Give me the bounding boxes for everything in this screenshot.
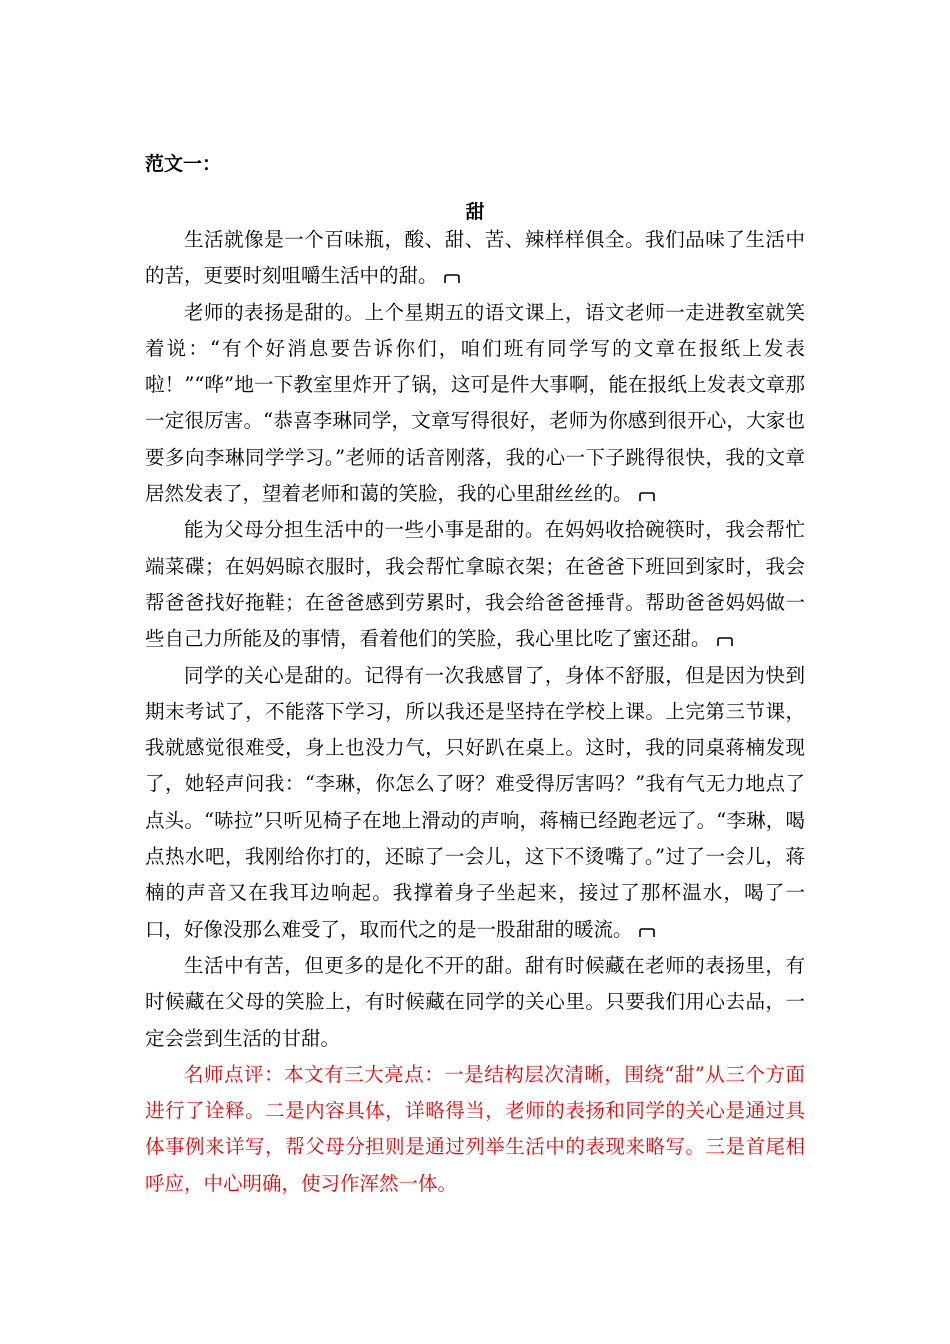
paragraph-text: 同学的关心是甜的。记得有一次我感冒了，身体不舒服，但是因为快到期末考试了，不能落下学习，所以我还是坚持在学校上课。上完第三节课，我就感觉很难受，身上也没力气，只好趴在桌上。这时，我的同桌蒋楠发现了，她轻声问我：“李琳，你怎么了呀？难受得厉害吗？”我有气无力地点了点头。“哧拉”只听见椅子在地上滑动的声响，蒋楠已经跑老远了。“李琳，喝点热水吧，我刚给你打的，还晾了一会儿，这下不烫嘴了。”过了一会儿，蒋楠的声音又在我耳边响起。我撑着身子坐起来，接过了那杯温水，喝了一口，好像没那么难受了，取而代之的是一股甜甜的暖流。 <box>145 663 805 941</box>
paragraph-teacher-praise <box>145 295 805 513</box>
paragraph-help-parents <box>145 512 805 657</box>
teacher-comment: 名师点评：本文有三大亮点：一是结构层次清晰，围绕“甜”从三个方面进行了诠释。二是内容具体，详略得当，老师的表扬和同学的关心是通过具体事例来详写，帮父母分担则是通过列举生活中的表现来略写。三是首尾相呼应，中心明确，使习作浑然一体。 <box>145 1062 805 1195</box>
paragraph-text: 老师的表扬是甜的。上个星期五的语文课上，语文老师一走进教室就笑着说：“有个好消息要告诉你们，咱们班有同学写的文章在报纸上发表啦！”“哗”地一下教室里炸开了锅，这可是件大事啊，能在报纸上发表文章那一定很厉害。“恭喜李琳同学，文章写得很好，老师为你感到很开心，大家也要多向李琳同学学习。”老师的话音刚落，我的心一下子跳得很快，我的文章居然发表了，望着老师和蔼的笑脸，我的心里甜丝丝的。 <box>145 300 805 506</box>
section-heading: 范文一： <box>145 153 222 175</box>
paragraph-mark-icon <box>639 928 655 938</box>
essay-body <box>145 222 805 1202</box>
paragraph-classmate-care <box>145 658 805 948</box>
paragraph-intro <box>145 222 805 295</box>
paragraph-mark-icon <box>717 637 733 647</box>
paragraph-mark-icon <box>639 492 655 502</box>
paragraph-text: 生活就像是一个百味瓶，酸、甜、苦、辣样样俱全。我们品味了生活中的苦，更要时刻咀嚼生活中的甜。 <box>145 228 805 288</box>
essay-title: 甜 <box>465 201 485 223</box>
paragraph-text: 能为父母分担生活中的一些小事是甜的。在妈妈收拾碗筷时，我会帮忙端菜碟；在妈妈晾衣服时，我会帮忙拿晾衣架；在爸爸下班回到家时，我会帮爸爸找好拖鞋；在爸爸感到劳累时，我会给爸爸捶背。帮助爸爸妈妈做一些自己力所能及的事情，看着他们的笑脸，我心里比吃了蜜还甜。 <box>145 518 805 651</box>
paragraph-mark-icon <box>444 274 460 284</box>
paragraph-conclusion: 生活中有苦，但更多的是化不开的甜。甜有时候藏在老师的表扬里，有时候藏在父母的笑脸上，有时候藏在同学的关心里。只要我们用心去品，一定会尝到生活的甘甜。 <box>145 953 805 1050</box>
